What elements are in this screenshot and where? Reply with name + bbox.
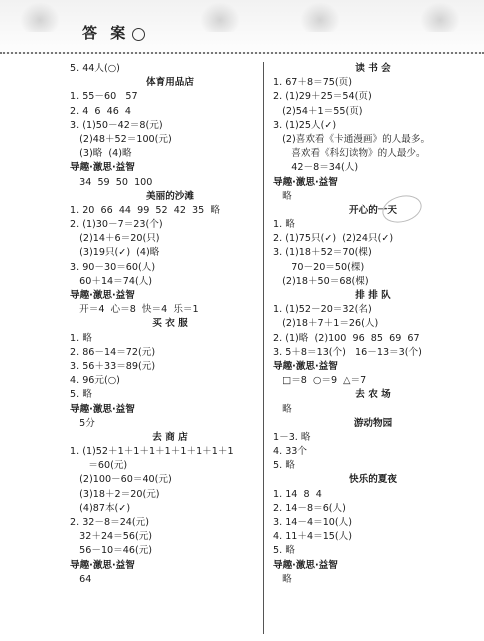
section-title: 去 农 场 [355, 389, 391, 401]
tree-decoration [200, 2, 240, 32]
answer-line: (4)87本(✓) [70, 502, 131, 514]
answers-column-right [273, 62, 473, 587]
tree-decoration [420, 2, 460, 32]
answer-line: 5. 略 [273, 460, 295, 472]
answer-line: (2)18＋7＋1＝26(人) [273, 318, 379, 330]
answer-line: 42－8＝34(人) [273, 162, 359, 174]
answer-line: 2. (1)75只(✓) (2)24只(✓) [273, 233, 394, 245]
answer-line: 喜欢看《科幻读物》的人最少。 [273, 148, 426, 160]
answer-line: 1. (1)52＋1＋1＋1＋1＋1＋1＋1＋1 [70, 446, 234, 458]
answer-line: 略 [273, 573, 292, 585]
section-label: 导趣·激思·益智 [273, 176, 338, 188]
answer-line: 2. 32－8＝24(元) [70, 517, 149, 528]
section-title: 买 衣 服 [152, 318, 188, 330]
answers-column-left [70, 62, 270, 587]
answer-line: 2. (1)略 (2)100 96 85 69 67 [273, 332, 420, 344]
tree-decoration [20, 2, 60, 32]
answer-line: 4. 33个 [273, 446, 308, 458]
answer-line: 5. 略 [273, 545, 295, 557]
section-title: 游动物园 [353, 417, 393, 429]
page-title [82, 22, 145, 43]
answer-line: (3)略 (4)略 [70, 148, 132, 160]
answer-line: (2)14＋6＝20(只) [70, 233, 160, 245]
answer-line: 3. (1)50－42＝8(元) [70, 119, 163, 131]
answer-line: 2. 4 6 46 4 [70, 105, 132, 117]
answer-line: 1. 略 [70, 332, 92, 344]
page-header [0, 0, 484, 54]
answer-line: 1. 55－60 57 [70, 91, 138, 103]
section-title: 读 书 会 [355, 63, 391, 74]
answer-line: 5分 [70, 417, 95, 429]
answer-line: 2. 14－8＝6(人) [273, 502, 346, 514]
header-title-text: 答 案 [82, 24, 130, 42]
tree-decoration [300, 2, 340, 32]
answer-line: 1－3. 略 [273, 431, 311, 443]
answer-line: 1. 14 8 4 [273, 488, 322, 500]
answer-line: (2)喜欢看《卡通漫画》的人最多。 [273, 133, 431, 145]
answer-line: 60＋14＝74(人) [70, 275, 153, 287]
section-label: 导趣·激思·益智 [70, 162, 135, 174]
answer-line: 64 [70, 573, 92, 585]
section-label: 导趣·激思·益智 [273, 360, 338, 372]
section-label: 导趣·激思·益智 [70, 559, 135, 571]
answer-line: 2. (1)30－7＝23(个) [70, 219, 163, 231]
answer-line: (2)18＋50＝68(棵) [273, 275, 369, 287]
answer-line: 略 [273, 403, 292, 415]
answer-line: 3. (1)25人(✓) [273, 119, 337, 131]
answer-line: 1. 20 66 44 99 52 42 35 略 [70, 204, 220, 216]
circle-icon [132, 28, 145, 41]
answer-line: 70－20＝50(棵) [273, 261, 365, 273]
answer-line: 5. 44人(○) [70, 63, 120, 74]
answer-line: 略 [273, 190, 292, 202]
answer-line: 1. 略 [273, 219, 295, 231]
answer-line: 3. 14－4＝10(人) [273, 517, 352, 528]
section-title: 美丽的沙滩 [146, 190, 194, 202]
column-divider [263, 62, 264, 634]
section-title: 开心的一天 [349, 204, 397, 216]
answer-line: □＝8 ○＝9 △＝7 [273, 375, 367, 387]
answer-line: 2. (1)29＋25＝54(页) [273, 91, 372, 103]
answer-line: 开＝4 心＝8 快＝4 乐＝1 [70, 304, 199, 316]
answer-line: (3)19只(✓) (4)略 [70, 247, 160, 259]
answer-line: 5. 略 [70, 389, 92, 401]
answer-line: 3. (1)18＋52＝70(棵) [273, 247, 372, 259]
answer-line: 1. (1)52－20＝32(名) [273, 304, 372, 316]
answer-line: 32＋24＝56(元) [70, 531, 153, 543]
answer-line: 2. 86－14＝72(元) [70, 346, 156, 358]
answer-line: (2)48＋52＝100(元) [70, 133, 172, 145]
section-title: 快乐的夏夜 [349, 474, 397, 486]
answer-line: 1. 67＋8＝75(页) [273, 77, 352, 89]
section-label: 导趣·激思·益智 [273, 559, 338, 571]
section-label: 导趣·激思·益智 [70, 290, 135, 301]
answer-line: (2)54＋1＝55(页) [273, 105, 363, 117]
section-title: 体育用品店 [146, 77, 194, 89]
answer-line: 3. 90－30＝60(人) [70, 261, 156, 273]
answer-line: 4. 11＋4＝15(人) [273, 531, 352, 543]
section-title: 排 排 队 [355, 290, 391, 301]
section-label: 导趣·激思·益智 [70, 403, 135, 415]
answer-line: 3. 5＋8＝13(个) 16－13＝3(个) [273, 346, 422, 358]
section-title: 去 商 店 [152, 431, 188, 443]
answer-line: ＝60(元) [70, 460, 128, 472]
answer-line: (2)100－60＝40(元) [70, 474, 172, 486]
answer-line: 56－10＝46(元) [70, 545, 153, 557]
answer-line: 4. 96元(○) [70, 375, 120, 387]
answer-line: 34 59 50 100 [70, 176, 153, 188]
answer-line: (3)18＋2＝20(元) [70, 488, 160, 500]
answer-line: 3. 56＋33＝89(元) [70, 360, 156, 372]
